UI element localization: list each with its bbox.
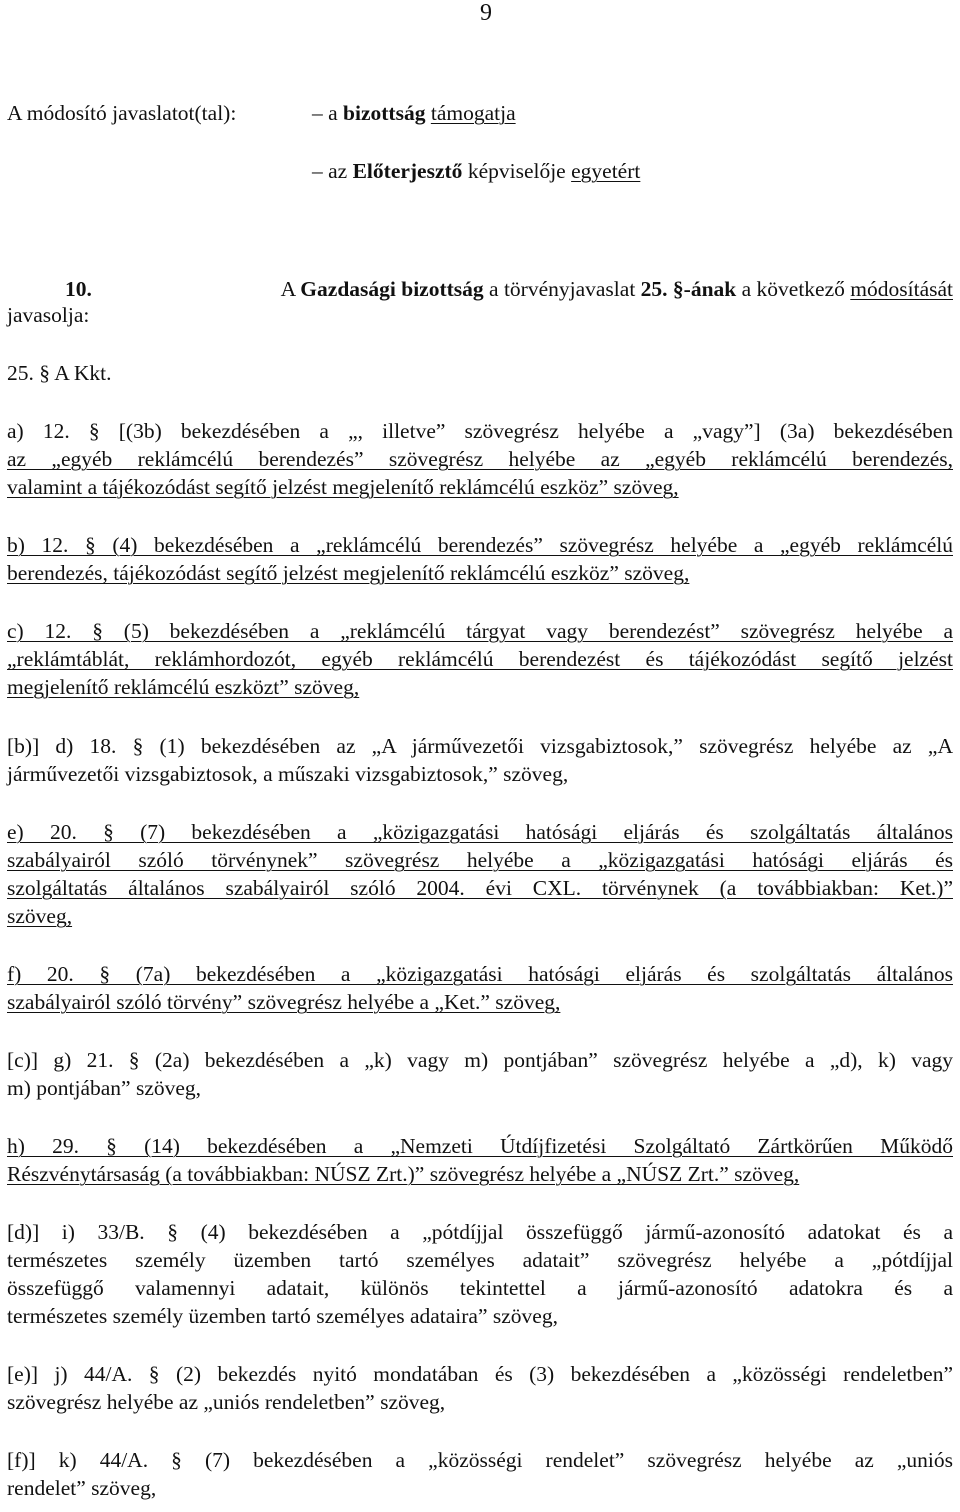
item-f-line1: f) 20. § (7a) bekezdésében a „közigazgatási hatósági eljárás és szolgáltatás általános	[7, 962, 953, 986]
item-number: 10.	[65, 277, 92, 301]
item-i-line3: összefüggő valamennyi adatait, különös tekintettel a jármű-azonosító adatokra és a	[7, 1276, 953, 1300]
modification-word: módosítását	[850, 277, 953, 301]
item-d-line1: [b)] d) 18. § (1) bekezdésében az „A járművezetői vizsgabiztosok,” szövegrész helyébe az „A	[7, 734, 953, 758]
support-word: támogatja	[430, 101, 516, 125]
item-k-line1: [f)] k) 44/A. § (7) bekezdésében a „közösségi rendelet” szövegrész helyébe az „uniós	[7, 1448, 953, 1472]
item-c-line3: megjelenítő reklámcélú eszközt” szöveg,	[7, 675, 360, 699]
presenter: Előterjesztő	[352, 159, 463, 183]
item-j-line1: [e)] j) 44/A. § (2) bekezdés nyitó mondatában és (3) bekezdésében a „közösségi rendeletben”	[7, 1362, 953, 1386]
item-a-line1: a) 12. § [(3b) bekezdésében a „, illetve” szövegrész helyébe a „vagy”] (3a) bekezdésében	[7, 419, 953, 443]
item10-line1	[65, 276, 953, 302]
item-g-line1: [c)] g) 21. § (2a) bekezdésében a „k) vagy m) pontjában” szövegrész helyébe a „d), k) vagy	[7, 1048, 953, 1072]
section-ref: 25. §-ának	[640, 277, 737, 301]
proposal-header	[7, 100, 953, 126]
item-i-line1: [d)] i) 33/B. § (4) bekezdésében a „pótdíjjal összefüggő jármű-azonosító adatokat és a	[7, 1220, 953, 1244]
committee-name: Gazdasági bizottság	[300, 277, 484, 301]
item-d-line2: járművezetői vizsgabiztosok, a műszaki vizsgabiztosok,” szöveg,	[7, 762, 569, 786]
header-label: A módosító javaslatot(tal):	[7, 101, 237, 125]
item-b-line1: b) 12. § (4) bekezdésében a „reklámcélú berendezés” szövegrész helyébe a „egyéb reklámcélú	[7, 533, 953, 557]
item-i-line2: természetes személy üzemben tartó személyes adatait” szövegrész helyébe a „pótdíjjal	[7, 1248, 953, 1272]
item-g-line2: m) pontjában” szöveg,	[7, 1076, 202, 1100]
section-title: 25. § A Kkt.	[7, 361, 112, 385]
item-k-line2: rendelet” szöveg,	[7, 1476, 157, 1500]
item-f-line2: szabályairól szóló törvény” szövegrész helyébe a „Ket.” szöveg,	[7, 990, 561, 1014]
item-e-line3: szolgáltatás általános szabályairól szóló 2004. évi CXL. törvénynek (a továbbiakban: Ket.)”	[7, 876, 953, 900]
item-i-line4: természetes személy üzemben tartó személyes adataira” szöveg,	[7, 1304, 558, 1328]
item-h-line1: h) 29. § (14) bekezdésében a „Nemzeti Útdíjfizetési Szolgáltató Zártkörűen Működő	[7, 1134, 953, 1158]
agrees-word: egyetért	[571, 159, 641, 183]
page-number: 9	[480, 0, 492, 26]
item-h-line2: Részvénytársaság (a továbbiakban: NÚSZ Zrt.)” szövegrész helyébe a „NÚSZ Zrt.” szöveg,	[7, 1162, 800, 1186]
item-j-line2: szövegrész helyébe az „uniós rendeletben” szöveg,	[7, 1390, 446, 1414]
item-c-line2: „reklámtáblát, reklámhordozót, egyéb reklámcélú berendezést és tájékozódást segítő jelzést	[7, 647, 953, 671]
item-b-line2: berendezés, tájékozódást segítő jelzést megjelenítő reklámcélú eszköz” szöveg,	[7, 561, 690, 585]
text: a törvényjavaslat	[483, 277, 641, 301]
support-line	[312, 100, 516, 126]
dash: – a	[312, 101, 344, 125]
text: A	[280, 277, 301, 301]
item-e-line4: szöveg,	[7, 904, 73, 928]
item-c-line1: c) 12. § (5) bekezdésében a „reklámcélú tárgyat vagy berendezést” szövegrész helyébe a	[7, 619, 953, 643]
text: a következő	[736, 277, 851, 301]
item-a-line3: valamint a tájékozódást segítő jelzést megjelenítő reklámcélú eszköz” szöveg,	[7, 475, 679, 499]
dash: – az	[312, 159, 353, 183]
item-e-line1: e) 20. § (7) bekezdésében a „közigazgatási hatósági eljárás és szolgáltatás általános	[7, 820, 953, 844]
presenter-rest: képviselője	[462, 159, 572, 183]
item-e-line2: szabályairól szóló törvénynek” szövegrész helyébe a „közigazgatási hatósági eljárás és	[7, 848, 953, 872]
committee-support: bizottság	[343, 101, 426, 125]
item-a-line2: az „egyéb reklámcélú berendezés” szövegrész helyébe az „egyéb reklámcélú berendezés,	[7, 447, 953, 471]
item10-line2: javasolja:	[7, 303, 90, 327]
